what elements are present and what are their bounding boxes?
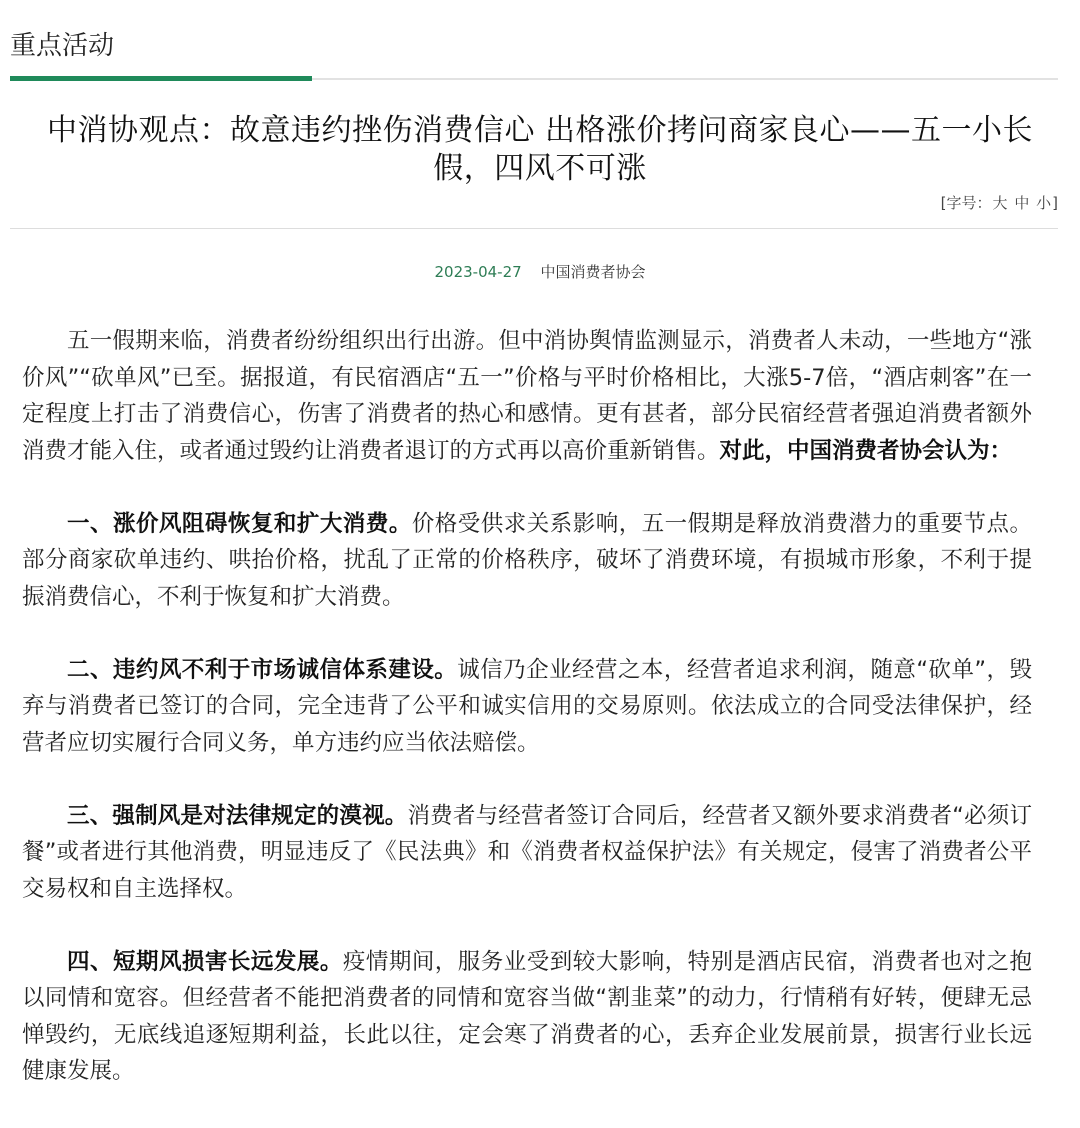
font-size-large-link[interactable]: 大 xyxy=(992,194,1008,212)
point-text-3: 消费者与经营者签订合同后，经营者又额外要求消费者“必须订餐”或者进行其他消费，明显违反了《民法典》和《消费者权益保护法》有关规定，侵害了消费者公平交易权和自主选择权。 xyxy=(22,802,1032,902)
point-paragraph-3 xyxy=(22,798,1032,908)
article-title: 中消协观点：故意违约挫伤消费信心 出格涨价拷问商家良心——五一小长假，四风不可涨 xyxy=(46,113,1034,186)
point-text-1: 价格受供求关系影响，五一假期是释放消费潜力的重要节点。部分商家砍单违约、哄抬价格，扰乱了正常的价格秩序，破坏了消费环境，有损城市形象，不利于提振消费信心，不利于恢复和扩大消费。 xyxy=(22,510,1032,610)
article-source: 中国消费者协会 xyxy=(540,263,646,281)
intro-bold-text: 对此，中国消费者协会认为： xyxy=(719,437,1013,464)
point-paragraph-1 xyxy=(22,506,1032,616)
publish-date: 2023-04-27 xyxy=(434,263,522,281)
intro-text: 五一假期来临，消费者纷纷组织出行出游。但中消协舆情监测显示，消费者人未动，一些地方“涨价风”“砍单风”已至。据报道，有民宿酒店“五一”价格与平时价格相比，大涨5-7倍，“酒店刺客”在一定程度上打击了消费信心，伤害了消费者的热心和感情。更有甚者，部分民宿经营者强迫消费者额外消费才能入住，或者通过毁约让消费者退订的方式再以高价重新销售。 xyxy=(22,328,1032,464)
point-text-2: 诚信乃企业经营之本，经营者追求利润，随意“砍单”，毁弃与消费者已签订的合同，完全违背了公平和诚实信用的交易原则。依法成立的合同受法律保护，经营者应切实履行合同义务，单方违约应当依法赔偿。 xyxy=(22,656,1032,756)
font-size-medium-link[interactable]: 中 xyxy=(1014,194,1030,212)
point-paragraph-2 xyxy=(22,652,1032,762)
point-paragraph-4 xyxy=(22,944,1032,1090)
font-size-suffix: ] xyxy=(1052,194,1058,212)
font-size-prefix: [字号： xyxy=(940,194,992,212)
font-size-control xyxy=(941,193,1058,213)
point-heading-4: 四、短期风损害长远发展。 xyxy=(67,948,343,975)
point-heading-2: 二、违约风不利于市场诚信体系建设。 xyxy=(67,656,458,683)
header-accent-bar xyxy=(10,76,312,81)
intro-paragraph xyxy=(22,323,1032,469)
title-divider xyxy=(10,228,1058,229)
point-heading-1: 一、涨价风阻碍恢复和扩大消费。 xyxy=(67,510,412,537)
article-meta xyxy=(0,262,1080,282)
section-title: 重点活动 xyxy=(10,31,115,61)
point-heading-3: 三、强制风是对法律规定的漠视。 xyxy=(67,802,408,829)
section-header xyxy=(10,0,1058,82)
article-body xyxy=(22,323,1032,1090)
point-text-4: 疫情期间，服务业受到较大影响，特别是酒店民宿，消费者也对之抱以同情和宽容。但经营者不能把消费者的同情和宽容当做“割韭菜”的动力，行情稍有好转，便肆无忌惮毁约，无底线追逐短期利益，长此以往，定会寒了消费者的心，丢弃企业发展前景，损害行业长远健康发展。 xyxy=(22,948,1032,1084)
font-size-small-link[interactable]: 小 xyxy=(1036,194,1052,212)
